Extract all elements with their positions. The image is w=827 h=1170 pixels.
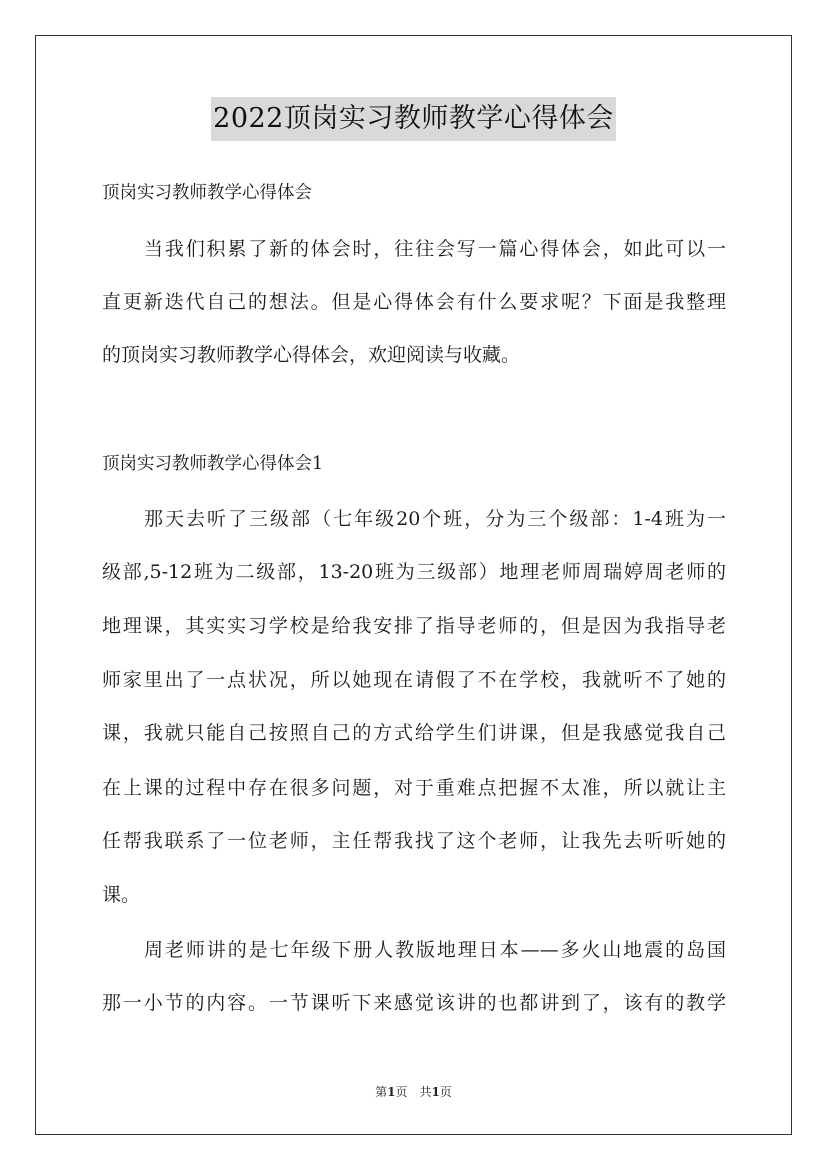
page-footer [0,1084,827,1100]
intro-line: 的顶岗实习教师教学心得体会，欢迎阅读与收藏。 [102,344,521,366]
intro-line: 当我们积累了新的体会时，往往会写一篇心得体会，如此可以一 [144,238,726,260]
footer-mid: 页 共 [395,1085,432,1099]
paragraph-line: 师家里出了一点状况，所以她现在请假了不在学校，我就听不了她的 [102,669,726,691]
footer-total-pages: 1 [431,1085,440,1099]
document-title: 2022顶岗实习教师教学心得体会 [211,97,616,141]
paragraph-line: 那天去听了三级部（七年级20个班，分为三个级部：1-4班为一 [144,508,726,530]
paragraph-line: 课。 [102,884,141,906]
paragraph-line: 周老师讲的是七年级下册人教版地理日本——多火山地震的岛国 [144,939,726,961]
paragraph-line: 在上课的过程中存在很多问题，对于重难点把握不太准，所以就让主 [102,777,726,799]
paragraph-line: 那一小节的内容。一节课听下来感觉该讲的也都讲到了，该有的教学 [102,992,726,1014]
paragraph-line: 级部,5-12班为二级部，13-20班为三级部）地理老师周瑞婷周老师的 [102,561,726,583]
footer-page-number: 1 [387,1085,396,1099]
paragraph-line: 地理课，其实实习学校是给我安排了指导老师的，但是因为我指导老 [102,615,726,637]
footer-prefix: 第 [375,1085,388,1099]
document-subtitle: 顶岗实习教师教学心得体会 [102,183,312,203]
section-heading: 顶岗实习教师教学心得体会1 [102,454,324,474]
paragraph-line: 课，我就只能自己按照自己的方式给学生们讲课，但是我感觉我自己 [102,722,726,744]
title-container [0,97,827,141]
paragraph-line: 任帮我联系了一位老师，主任帮我找了这个老师，让我先去听听她的 [102,830,726,852]
footer-suffix: 页 [439,1085,452,1099]
intro-line: 直更新迭代自己的想法。但是心得体会有什么要求呢？下面是我整理 [102,291,726,313]
